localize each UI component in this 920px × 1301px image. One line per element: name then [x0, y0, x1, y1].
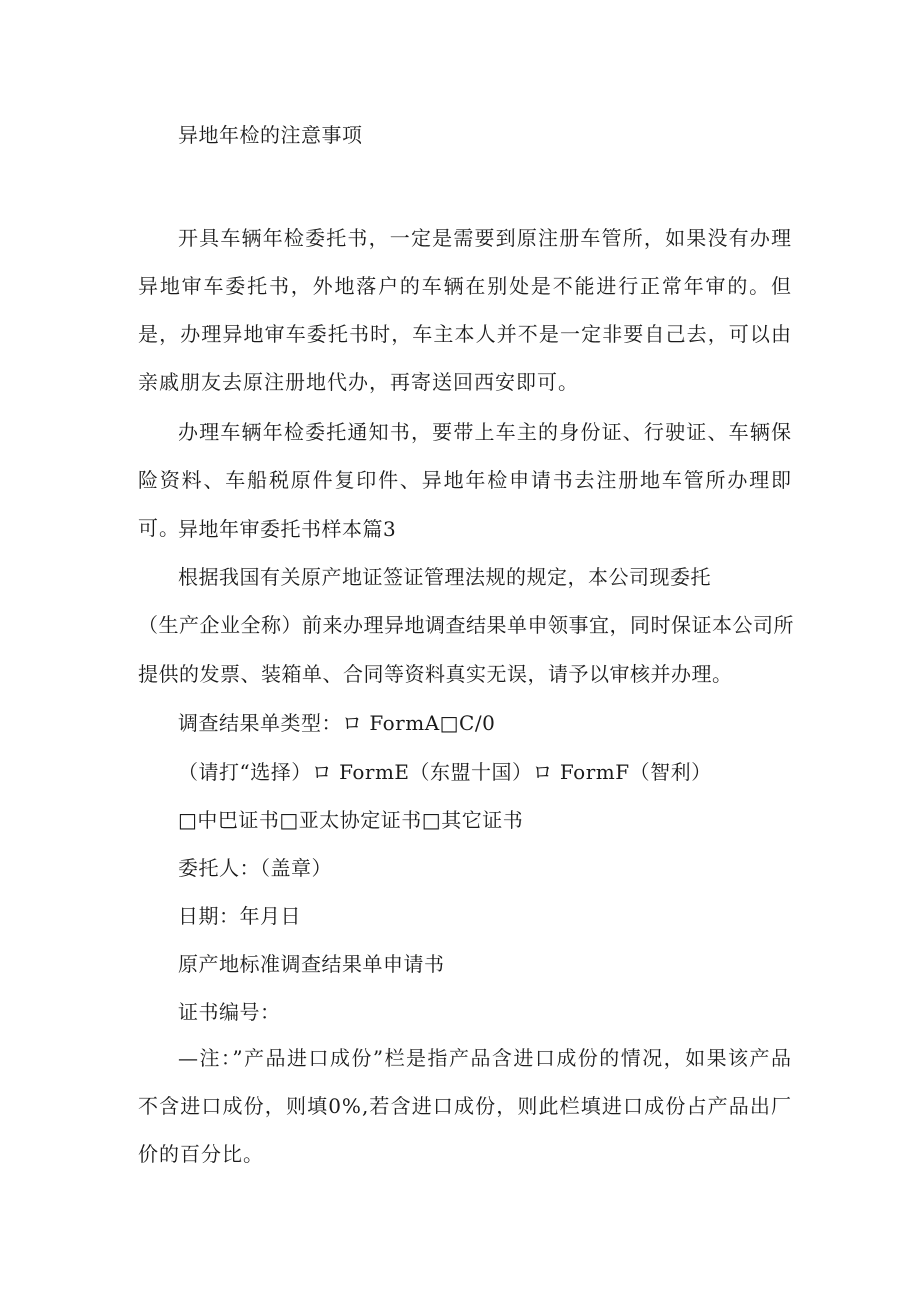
result-type-line: 调查结果单类型：ロ FormA□C/0: [178, 711, 496, 735]
heading: 异地年检的注意事项: [178, 123, 363, 147]
body-line-3: 提供的发票、装箱单、合同等资料真实无误，请予以审核并办理。: [138, 662, 733, 686]
principal-line: 委托人：（盖章）: [178, 856, 332, 880]
application-title: 原产地标准调查结果单申请书: [178, 952, 445, 976]
note-paragraph: —注：”产品进口成份”栏是指产品含进口成份的情况，如果该产品不含进口成份，则填0%,若含进口成份，则此栏填进口成份占产品出厂价的百分比。: [138, 1046, 792, 1166]
date-line: 日期：年月日: [178, 904, 301, 928]
certificates-line: □中巴证书□亚太协定证书□其它证书: [178, 808, 524, 832]
section-title: 异地年审委托书样本篇3: [178, 517, 397, 541]
paragraph-2: 办理车辆年检委托通知书，要带上车主的身份证、行驶证、车辆保险资料、车船税原件复印件、异地年检申请书去注册地车管所办理即可。: [138, 420, 792, 540]
paragraph-1: 开具车辆年检委托书，一定是需要到原注册车管所，如果没有办理异地审车委托书，外地落户的车辆在别处是不能进行正常年审的。但是，办理异地审车委托书时，车主本人并不是一定非要自己去，可以由亲戚朋友去原注册地代办，再寄送回西安即可。: [138, 226, 792, 394]
body-line-1: 根据我国有关原产地证签证管理法规的规定，本公司现委托: [178, 565, 711, 589]
certificate-number: 证书编号：: [178, 1000, 281, 1024]
body-line-2: （生产企业全称）前来办理异地调查结果单申领事宜，同时保证本公司所: [138, 613, 794, 637]
choose-line: （请打“选择）ロ FormE（东盟十国）ロ FormF（智利）: [178, 760, 712, 784]
